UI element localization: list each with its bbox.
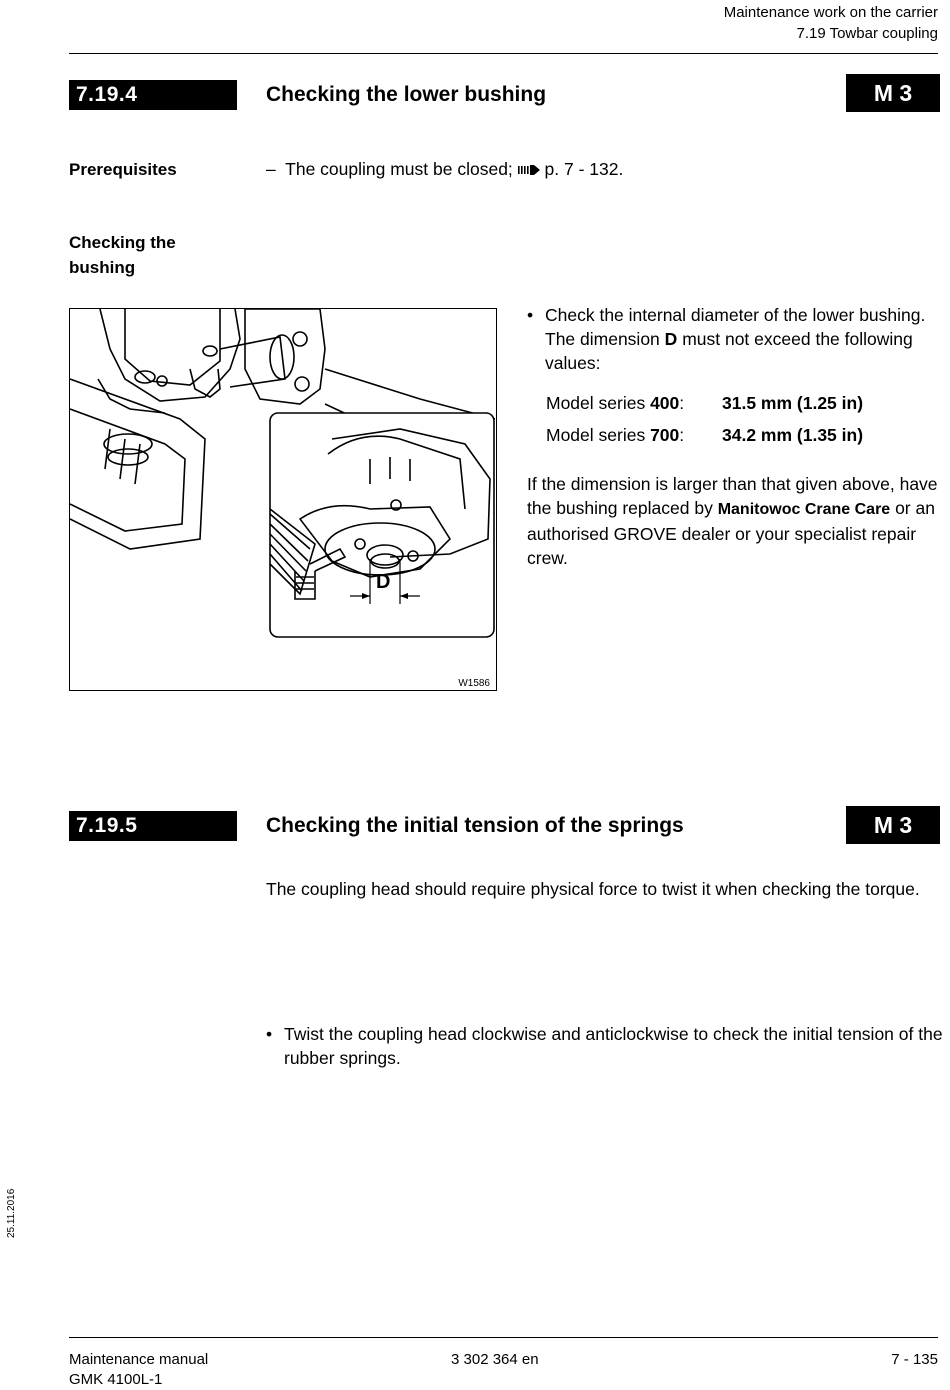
towbar-coupling-illustration bbox=[70, 309, 496, 690]
section-number: 7.19.5 bbox=[69, 811, 237, 841]
spec-row bbox=[546, 387, 863, 419]
running-header bbox=[724, 2, 938, 44]
torque-paragraph: The coupling head should require physical force to twist it when checking the torque. bbox=[266, 879, 920, 899]
spec-row bbox=[546, 419, 863, 451]
note-text-part1: If the dimension is larger than that given above, have the bushing replaced by bbox=[527, 474, 938, 518]
footer-docnum: 3 302 364 en bbox=[451, 1351, 539, 1368]
prerequisite-page-ref[interactable]: p. 7 - 132. bbox=[544, 159, 624, 179]
maintenance-level-badge: M 3 bbox=[846, 806, 940, 844]
maintenance-level-badge: M 3 bbox=[846, 74, 940, 112]
spec-label bbox=[546, 387, 722, 419]
note-text-part2: or an authorised GROVE dealer or your specialist repair crew. bbox=[527, 498, 935, 568]
prerequisites-label: Prerequisites bbox=[69, 160, 177, 179]
prerequisite-text: The coupling must be closed; bbox=[285, 159, 513, 179]
footer-manual: Maintenance manual bbox=[69, 1351, 209, 1368]
note-brand: Manitowoc Crane Care bbox=[717, 501, 891, 518]
footer-model: GMK 4100L-1 bbox=[69, 1371, 163, 1388]
footer-page-number: 7 - 135 bbox=[891, 1351, 938, 1368]
bullet-dimension-d: D bbox=[664, 329, 678, 349]
spec-label-prefix: Model series bbox=[546, 392, 651, 413]
spec-label-prefix: Model series bbox=[546, 424, 651, 445]
spec-value: 31.5 mm (1.25 in) bbox=[722, 392, 864, 413]
footer-rule bbox=[69, 1337, 938, 1338]
spec-label bbox=[546, 419, 722, 451]
twist-head-bullet: • Twist the coupling head clockwise and anticlockwise to check the initial tension of the rubber springs. bbox=[266, 1022, 950, 1070]
spec-value: 34.2 mm (1.35 in) bbox=[722, 424, 864, 445]
spec-model: 400 bbox=[650, 392, 680, 413]
footer-manual-info bbox=[69, 1350, 208, 1390]
section-title: Checking the lower bushing bbox=[266, 83, 547, 106]
replacement-note bbox=[527, 472, 942, 570]
checking-bushing-label-line2: bushing bbox=[69, 258, 136, 277]
spec-model: 700 bbox=[650, 424, 680, 445]
prerequisite-dash: – bbox=[266, 159, 276, 179]
side-date: 25.11.2016 bbox=[6, 1188, 17, 1238]
section-number: 7.19.4 bbox=[69, 80, 237, 110]
dimension-spec-table bbox=[546, 387, 863, 451]
spec-label-suffix: : bbox=[679, 392, 685, 413]
towbar-bushing-figure bbox=[69, 308, 497, 691]
section-title: Checking the initial tension of the springs bbox=[266, 814, 684, 837]
checking-bushing-label bbox=[69, 230, 176, 280]
header-section: 7.19 Towbar coupling bbox=[796, 25, 938, 42]
spec-label-suffix: : bbox=[679, 424, 685, 445]
header-rule bbox=[69, 53, 938, 54]
prerequisite-item bbox=[266, 157, 623, 183]
checking-bushing-label-line1: Checking the bbox=[69, 233, 176, 252]
check-diameter-bullet bbox=[527, 303, 950, 375]
dimension-d-label: D bbox=[376, 571, 391, 593]
figure-code: W1586 bbox=[458, 678, 490, 689]
cross-reference-arrow-icon bbox=[518, 159, 540, 183]
header-chapter: Maintenance work on the carrier bbox=[723, 4, 938, 21]
bullet-text-part2: must not exceed the following values: bbox=[545, 329, 913, 373]
bullet-text-part1: Check the internal diameter of the lower bushing. The dimension bbox=[545, 305, 926, 349]
